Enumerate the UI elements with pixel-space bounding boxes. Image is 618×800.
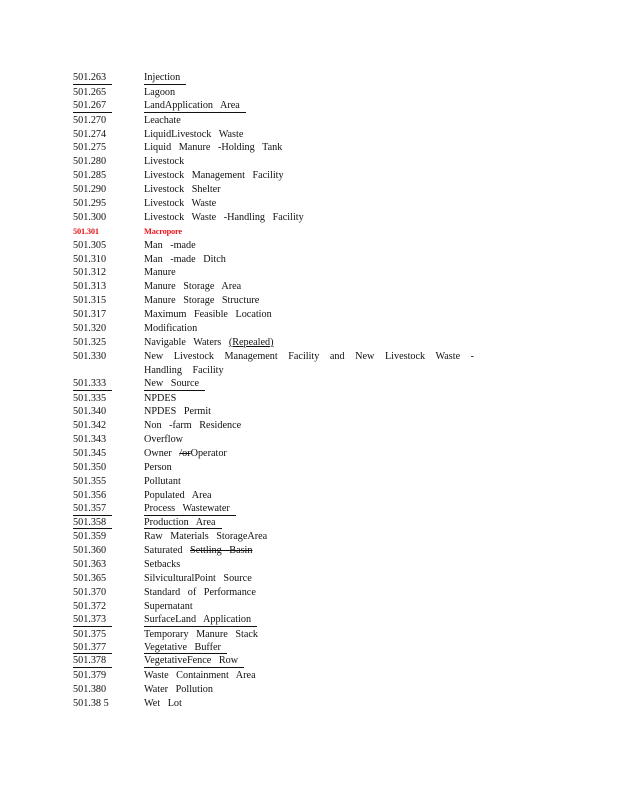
defined-term <box>144 572 252 586</box>
term-text: Manure <box>144 267 176 279</box>
term-text: Macropore <box>144 226 182 236</box>
defined-term <box>144 544 252 558</box>
defined-term <box>144 294 259 308</box>
defined-term <box>144 461 172 475</box>
section-number: 501.38 5 <box>73 698 109 710</box>
term-text: Lagoon <box>144 86 176 98</box>
section-number: 501.350 <box>73 461 107 473</box>
term-text: Production Area <box>144 516 216 528</box>
section-number: 501.295 <box>73 198 107 210</box>
defined-term <box>144 614 257 627</box>
section-number: 501.290 <box>73 184 107 196</box>
section-number: 501.320 <box>73 323 107 335</box>
defined-term <box>144 86 175 100</box>
defined-term <box>144 517 222 530</box>
section-number: 501.330 <box>73 350 107 362</box>
defined-term <box>144 100 246 113</box>
section-number: 501.372 <box>73 600 107 612</box>
term-note: (Repealed) <box>228 336 274 348</box>
term-text: Livestock Waste <box>144 198 217 210</box>
defined-term <box>144 489 212 503</box>
defined-term <box>144 697 182 711</box>
defined-term <box>144 239 196 253</box>
section-number: 501.377 <box>73 642 112 655</box>
defined-term <box>144 141 282 155</box>
term-text: NPDES <box>144 392 177 404</box>
section-number: 501.360 <box>73 545 107 557</box>
section-number: 501.363 <box>73 559 107 571</box>
term-text: SurfaceLand Application <box>144 613 252 625</box>
defined-term <box>144 225 182 239</box>
term-text: Navigable Waters <box>144 336 222 348</box>
section-number: 501.379 <box>73 670 107 682</box>
section-number: 501.345 <box>73 448 107 460</box>
term-text: Standard of Performance <box>144 586 256 598</box>
term-text: Supernatant <box>144 600 193 612</box>
defined-term <box>144 266 176 280</box>
term-text: Livestock Shelter <box>144 184 221 196</box>
section-number: 501.375 <box>73 628 107 640</box>
defined-term <box>144 392 176 406</box>
term-text: NPDES Permit <box>144 406 211 418</box>
defined-term <box>144 114 181 128</box>
defined-term <box>144 322 197 336</box>
struck-text: /or <box>179 448 191 460</box>
section-number: 501.365 <box>73 573 107 585</box>
term-text: Livestock Management Facility <box>144 170 284 182</box>
section-number: 501.356 <box>73 489 107 501</box>
section-number: 501.315 <box>73 295 107 307</box>
term-text: Waste Containment Area <box>144 670 256 682</box>
defined-term <box>144 183 221 197</box>
section-number: 501.357 <box>73 503 112 516</box>
defined-term <box>144 253 226 267</box>
defined-term <box>144 128 243 142</box>
term-text: Process Wastewater <box>144 502 230 514</box>
term-text: Person <box>144 461 172 473</box>
section-number: 501.317 <box>73 309 107 321</box>
defined-term <box>144 433 183 447</box>
defined-term <box>144 600 193 614</box>
defined-term <box>144 530 267 544</box>
term-text: Populated Area <box>144 489 212 501</box>
term-text: Modification <box>144 323 198 335</box>
section-number: 501.370 <box>73 586 107 598</box>
term-text: Injection <box>144 72 181 83</box>
section-number: 501.373 <box>73 614 112 627</box>
section-number: 501.380 <box>73 684 107 696</box>
term-text: Wet Lot <box>144 698 182 710</box>
term-text: Vegetative Buffer <box>144 641 221 653</box>
defined-term <box>144 419 241 433</box>
section-number: 501.335 <box>73 392 107 404</box>
term-text: SilviculturalPoint Source <box>144 573 252 585</box>
section-number: 501.265 <box>73 86 107 98</box>
defined-term <box>144 280 241 294</box>
term-text: Livestock Waste -Handling Facility <box>144 211 304 223</box>
section-number: 501.267 <box>73 100 112 113</box>
term-text: Leachate <box>144 114 181 126</box>
term-text: Non -farm Residence <box>144 420 242 432</box>
term-text: Manure Storage Structure <box>144 295 260 307</box>
defined-term <box>144 669 256 683</box>
section-number: 501.301 <box>73 226 99 236</box>
section-number: 501.325 <box>73 336 107 348</box>
term-text: Man -made <box>144 239 196 251</box>
term-text: Owner <box>144 448 172 460</box>
section-number: 501.300 <box>73 211 107 223</box>
defined-term <box>144 197 216 211</box>
defined-term <box>144 211 304 225</box>
defined-term <box>144 586 256 600</box>
defined-term <box>144 350 504 378</box>
term-text: New Source <box>144 377 200 389</box>
defined-term <box>144 447 227 461</box>
term-text: New Livestock Management Facility and New Livestock Waste - Handling Facility <box>144 350 475 376</box>
term-text: Raw Materials StorageArea <box>144 531 268 543</box>
section-number: 501.358 <box>73 517 112 530</box>
term-text: Setbacks <box>144 559 181 571</box>
defined-term <box>144 308 272 322</box>
defined-term <box>144 558 180 572</box>
defined-term <box>144 655 244 668</box>
defined-term <box>144 336 274 350</box>
term-text: Water Pollution <box>144 684 213 696</box>
section-number: 501.285 <box>73 170 107 182</box>
term-continuation: Operator <box>190 448 227 460</box>
defined-term <box>144 628 258 642</box>
term-text: LiquidLivestock Waste <box>144 128 244 140</box>
term-text: Manure Storage Area <box>144 281 242 293</box>
section-number: 501.355 <box>73 475 107 487</box>
term-text: LandApplication Area <box>144 99 240 111</box>
struck-text: Settling Basin <box>190 545 253 557</box>
defined-term <box>144 155 184 169</box>
term-text: Maximum Feasible Location <box>144 309 272 321</box>
term-text: VegetativeFence Row <box>144 655 239 667</box>
defined-term <box>144 642 227 655</box>
defined-term <box>144 503 236 516</box>
defined-term <box>144 378 205 391</box>
section-number: 501.312 <box>73 267 107 279</box>
term-text: Pollutant <box>144 475 181 487</box>
section-number: 501.274 <box>73 128 107 140</box>
term-text: Overflow <box>144 434 184 446</box>
section-number: 501.310 <box>73 253 107 265</box>
defined-term <box>144 169 284 183</box>
section-number: 501.340 <box>73 406 107 418</box>
section-number: 501.275 <box>73 142 107 154</box>
section-number: 501.343 <box>73 434 107 446</box>
defined-term <box>144 405 211 419</box>
term-text: Saturated <box>144 545 183 557</box>
defined-term <box>144 475 181 489</box>
term-text: Man -made Ditch <box>144 253 226 265</box>
defined-term <box>144 683 213 697</box>
term-text: Liquid Manure -Holding Tank <box>144 142 283 154</box>
section-number: 501.305 <box>73 239 107 251</box>
section-number: 501.263 <box>73 72 112 85</box>
section-number: 501.280 <box>73 156 107 168</box>
section-number: 501.378 <box>73 655 112 668</box>
section-number: 501.359 <box>73 531 107 543</box>
term-text: Temporary Manure Stack <box>144 628 258 640</box>
defined-term <box>144 72 186 85</box>
section-number: 501.270 <box>73 114 107 126</box>
section-number: 501.313 <box>73 281 107 293</box>
section-number: 501.333 <box>73 378 112 391</box>
term-text: Livestock <box>144 156 185 168</box>
section-number: 501.342 <box>73 420 107 432</box>
